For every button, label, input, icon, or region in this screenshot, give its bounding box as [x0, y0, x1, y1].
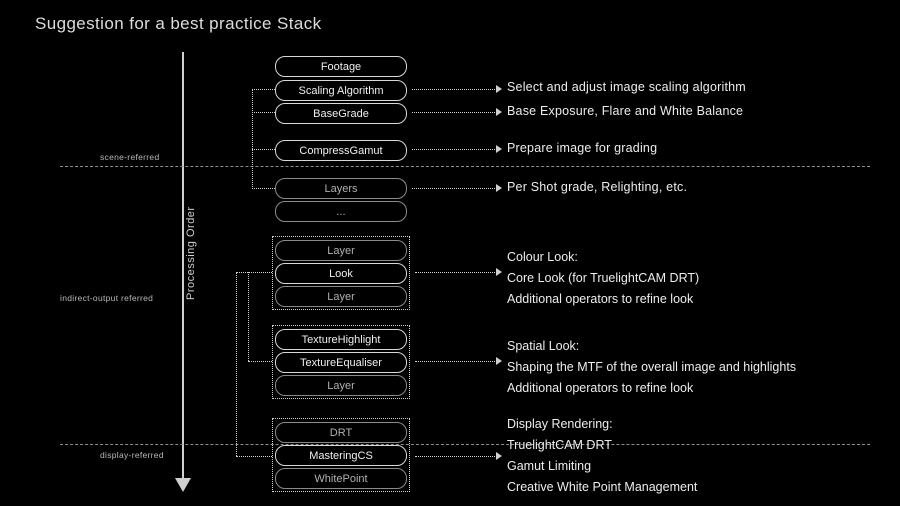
annotation-block-spatial-look	[507, 336, 796, 399]
annotation-block-display-rendering	[507, 414, 697, 498]
colour-look-line2: Additional operators to refine look	[507, 292, 694, 306]
leader-arrow-basegrade	[496, 108, 502, 116]
separator-display-referred	[60, 444, 870, 445]
annotation-block-colour-look	[507, 247, 699, 310]
annotation-layers: Per Shot grade, Relighting, etc.	[507, 180, 688, 194]
node-layer-above-look[interactable]: Layer	[275, 240, 407, 261]
processing-order-axis	[182, 52, 184, 482]
leader-arrow-layers	[496, 184, 502, 192]
node-whitepoint[interactable]: WhitePoint	[275, 468, 407, 489]
colour-look-line1: Core Look (for TruelightCAM DRT)	[507, 271, 700, 285]
leader-colour-look	[415, 272, 497, 273]
annotation-basegrade: Base Exposure, Flare and White Balance	[507, 104, 744, 118]
node-layers[interactable]: Layers	[275, 178, 407, 199]
connector-textureequaliser	[248, 361, 272, 362]
processing-order-arrowhead	[175, 478, 191, 492]
node-drt[interactable]: DRT	[275, 422, 407, 443]
annotation-scaling: Select and adjust image scaling algorithm	[507, 80, 746, 94]
leader-scaling	[412, 89, 497, 90]
leader-layers	[412, 188, 497, 189]
leader-display-rendering	[415, 456, 497, 457]
spatial-look-line2: Additional operators to refine look	[507, 381, 694, 395]
connector-masteringcs	[236, 456, 272, 457]
separator-scene-referred	[60, 166, 870, 167]
connector-look	[236, 272, 272, 273]
colour-look-heading: Colour Look:	[507, 250, 578, 264]
node-layer-below-look[interactable]: Layer	[275, 286, 407, 307]
connector-basegrade	[252, 112, 275, 113]
display-rendering-line2: Gamut Limiting	[507, 459, 592, 473]
display-rendering-line1: TruelightCAM DRT	[507, 438, 612, 452]
node-basegrade[interactable]: BaseGrade	[275, 103, 407, 124]
annotation-compressgamut: Prepare image for grading	[507, 141, 658, 155]
display-rendering-line3: Creative White Point Management	[507, 480, 698, 494]
connector-compressgamut	[252, 149, 275, 150]
leader-arrow-colour-look	[496, 268, 502, 276]
leader-arrow-scaling	[496, 85, 502, 93]
leader-arrow-spatial-look	[496, 357, 502, 365]
connector-texture-vertical	[248, 272, 249, 361]
leader-arrow-compressgamut	[496, 145, 502, 153]
spatial-look-line1: Shaping the MTF of the overall image and highlights	[507, 360, 797, 374]
display-rendering-heading: Display Rendering:	[507, 417, 613, 431]
node-compressgamut[interactable]: CompressGamut	[275, 140, 407, 161]
node-scaling-algorithm[interactable]: Scaling Algorithm	[275, 80, 407, 101]
node-masteringcs[interactable]: MasteringCS	[275, 445, 407, 466]
node-layer-spatial[interactable]: Layer	[275, 375, 407, 396]
node-textureequaliser[interactable]: TextureEqualiser	[275, 352, 407, 373]
connector-scaling	[252, 89, 275, 90]
connector-scene-vertical	[252, 89, 253, 189]
connector-layers	[252, 188, 275, 189]
node-ellipsis[interactable]: ...	[275, 201, 407, 222]
zone-label-display-referred: display-referred	[100, 450, 164, 460]
leader-basegrade	[412, 112, 497, 113]
spatial-look-heading: Spatial Look:	[507, 339, 580, 353]
connector-look-vertical	[236, 272, 237, 456]
leader-compressgamut	[412, 149, 497, 150]
leader-arrow-display-rendering	[496, 452, 502, 460]
zone-label-scene-referred: scene-referred	[100, 152, 160, 162]
node-footage[interactable]: Footage	[275, 56, 407, 77]
leader-spatial-look	[415, 361, 497, 362]
page-title: Suggestion for a best practice Stack	[35, 14, 322, 33]
processing-order-label: Processing Order	[185, 206, 197, 300]
zone-label-indirect-output-referred: indirect-output referred	[60, 293, 154, 303]
node-texturehighlight[interactable]: TextureHighlight	[275, 329, 407, 350]
node-look[interactable]: Look	[275, 263, 407, 284]
